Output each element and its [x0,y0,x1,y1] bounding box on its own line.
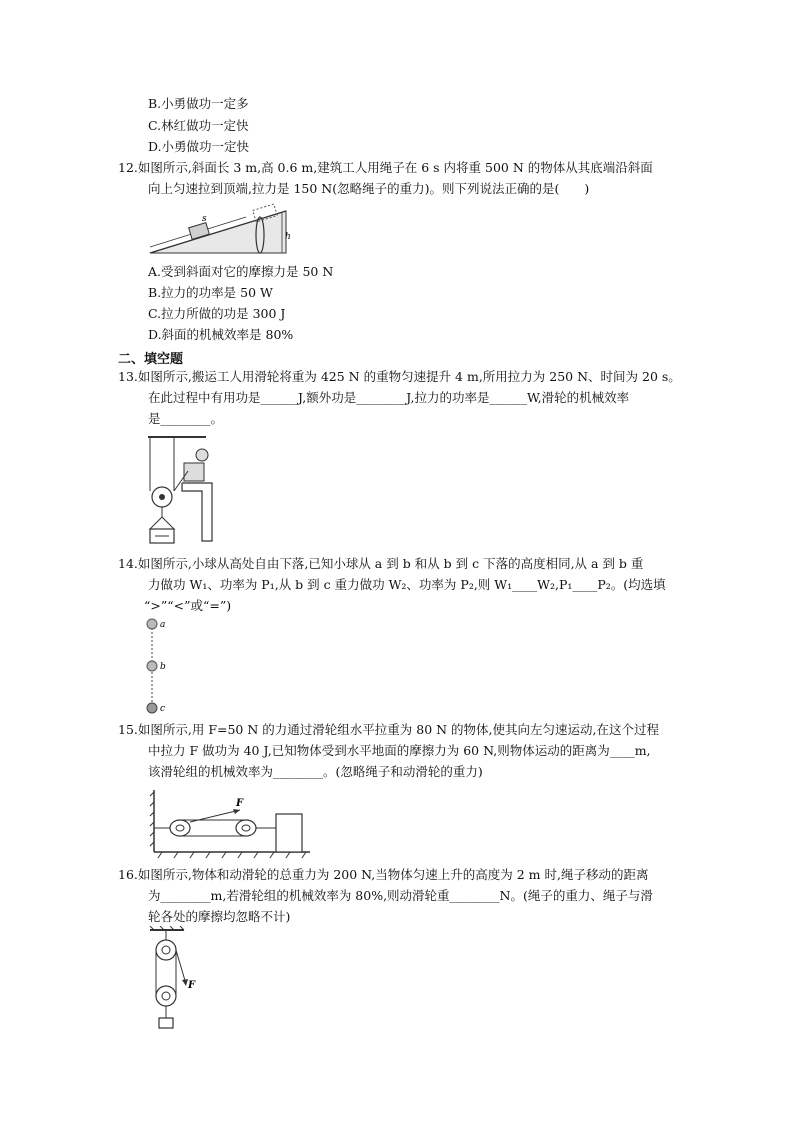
q12-option-a: A.受到斜面对它的摩擦力是 50 N [148,264,334,279]
q12-option-d: D.斜面的机械效率是 80% [148,327,294,342]
q15-stem-line2: 中拉力 F 做功为 40 J,已知物体受到水平地面的摩擦力为 60 N,则物体运动的距离为____m, [148,743,651,758]
movable-pulley [236,820,256,836]
q14-stem-line1: 14.如图所示,小球从高处自由下落,已知小球从 a 到 b 和从 b 到 c 下落的高度相同,从 a 到 b 重 [118,556,644,571]
q11-option-d: D.小勇做功一定快 [148,139,250,154]
ball-position-a [147,619,157,629]
force-label: F [236,798,244,809]
q14-stem-line2: 力做功 W₁、功率为 P₁,从 b 到 c 重力做功 W₂、功率为 P₂,则 W₁____W₂,P₁____P₂。(均选填 [148,577,666,592]
object-block [276,814,302,852]
q13-stem-line2: 在此过程中有用功是______J,额外功是________J,拉力的功率是______W,滑轮的机械效率 [148,390,630,405]
horizontal-pulley-figure [146,786,316,862]
incline-s-label: s [202,214,207,224]
q12-stem-line1: 12.如图所示,斜面长 3 m,高 0.6 m,建筑工人用绳子在 6 s 内将重 500 N 的物体从其底端沿斜面 [118,160,653,175]
label-c: c [160,704,166,714]
vertical-pulley-figure [146,926,206,1032]
q12-option-c: C.拉力所做的功是 300 J [148,306,286,321]
q13-stem-line1: 13.如图所示,搬运工人用滑轮将重为 425 N 的重物匀速提升 4 m,所用拉力为 250 N、时间为 20 s。 [118,369,681,384]
q12-stem-line2: 向上匀速拉到顶端,拉力是 150 N(忽略绳子的重力)。则下列说法正确的是( ) [148,181,590,196]
label-a: a [160,620,166,630]
section-heading: 二、填空题 [118,352,184,367]
fixed-pulley-top [156,940,176,960]
label-b: b [160,662,166,672]
q11-option-c: C.林红做功一定快 [148,118,249,133]
incline-figure [146,203,296,259]
q16-stem-line2: 为________m,若滑轮组的机械效率为 80%,则动滑轮重________N。(绳子的重力、绳子与滑 [148,888,653,903]
q16-stem-line3: 轮各处的摩擦均忽略不计) [148,909,291,924]
ball-position-b [147,661,157,671]
q12-option-b: B.拉力的功率是 50 W [148,285,273,300]
fixed-pulley [170,820,190,836]
pulley-worker-figure [146,433,226,545]
hanging-weight [159,1018,173,1028]
incline-h-label: h [285,232,291,242]
q14-stem-line3: “>”“<”或“=”) [144,598,232,613]
q11-option-b: B.小勇做功一定多 [148,96,249,111]
q15-stem-line3: 该滑轮组的机械效率为________。(忽略绳子和动滑轮的重力) [148,764,483,779]
pull-force-label: F [188,980,196,991]
movable-pulley-bottom [156,986,176,1006]
q16-stem-line1: 16.如图所示,物体和动滑轮的总重力为 200 N,当物体匀速上升的高度为 2 m 时,绳子移动的距离 [118,867,649,882]
ball-position-c [147,703,157,713]
q13-stem-line3: 是________。 [148,411,224,426]
falling-ball-figure [144,614,184,716]
q15-stem-line1: 15.如图所示,用 F=50 N 的力通过滑轮组水平拉重为 80 N 的物体,使其向左匀速运动,在这个过程 [118,722,659,737]
